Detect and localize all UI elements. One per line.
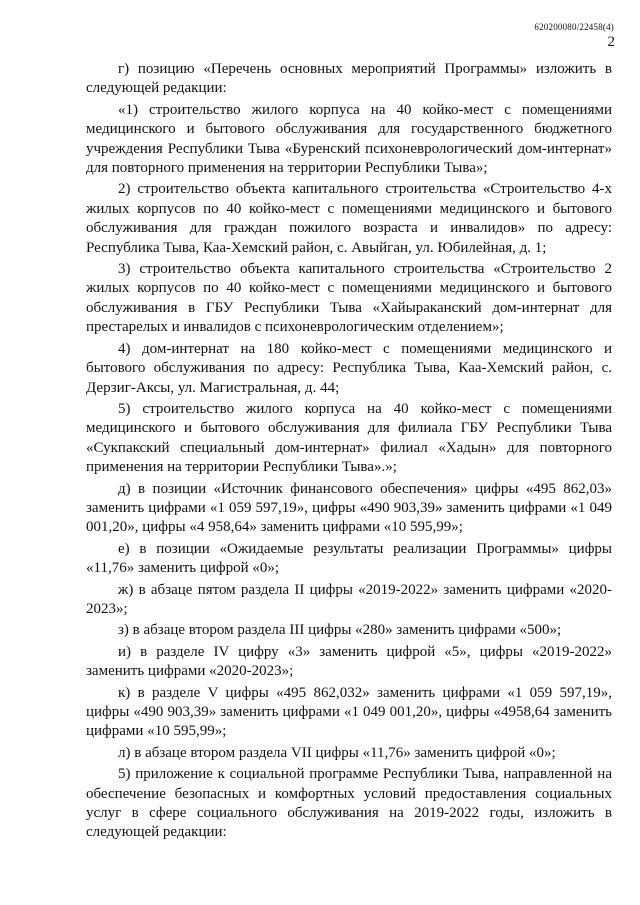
- paragraph-l: л) в абзаце втором раздела VII цифры «11,76» заменить цифрой «0»;: [118, 744, 556, 761]
- document-body: [86, 60, 612, 843]
- paragraph-item-1: «1) строительство жилого корпуса на 40 койко-мест с помещениями медицинского и бытового обслуживания для государственного бюджетного учреждения Республики Тыва «Буренский психоневрологический дом-интернат» для повторного применения на территории Республики Тыва»;: [86, 101, 612, 177]
- page-number: 2: [607, 34, 615, 50]
- document-code: 620200080/22458(4): [534, 22, 614, 32]
- paragraph-item-3: 3) строительство объекта капитального строительства «Строительство 2 жилых корпусов по 40 койко-мест с помещениями медицинского и бытового обслуживания в ГБУ Республики Тыва «Хайыраканский дом-интернат для престарелых и инвалидов с психоневрологическим отделением»;: [86, 261, 612, 336]
- paragraph-item-5: 5) строительство жилого корпуса на 40 койко-мест с помещениями медицинского и бытового обслуживания для филиала ГБУ Республики Тыва «Сукпакский специальный дом-интернат» филиал «Хадын» для повторного применения на территории Республики Тыва».»;: [86, 400, 612, 476]
- paragraph-zh: ж) в абзаце пятом раздела II цифры «2019-2022» заменить цифрами «2020-2023»;: [86, 581, 612, 617]
- paragraph-5-appendix: 5) приложение к социальной программе Республики Тыва, направленной на обеспечение безопасных и комфортных условий предоставления социальных услуг в сфере социального обслуживания на 2019-2022 годы, изложить в следующей редакции:: [86, 766, 612, 841]
- paragraph-e: е) в позиции «Ожидаемые результаты реализации Программы» цифры «11,76» заменить цифрой «0»;: [86, 540, 612, 577]
- paragraph-i: и) в разделе IV цифру «3» заменить цифрой «5», цифры «2019-2022» заменить цифрами «2020-2023»;: [86, 643, 612, 680]
- paragraph-item-4: 4) дом-интернат на 180 койко-мест с помещениями медицинского и бытового обслуживания по адресу: Республика Тыва, Каа-Хемский район, с. Дерзиг-Аксы, ул. Магистральная, д. 44;: [86, 340, 612, 396]
- paragraph-z: з) в абзаце втором раздела III цифры «280» заменить цифрами «500»;: [118, 622, 562, 639]
- paragraph-g: г) позицию «Перечень основных мероприятий Программы» изложить в следующей редакции:: [86, 61, 612, 97]
- paragraph-item-2: 2) строительство объекта капитального строительства «Строительство 4-х жилых корпусов по 40 койко-мест с помещениями медицинского и бытового обслуживания для граждан пожилого возраста и инвалидов» по адресу: Республика Тыва, Каа-Хемский район, с. Авыйган, ул. Юбилейная, д. 1;: [86, 181, 612, 256]
- paragraph-k: к) в разделе V цифры «495 862,032» заменить цифрами «1 059 597,19», цифры «490 903,39» заменить цифрами «1 049 001,20», цифры «4958,64 заменить цифрами «10 595,99»;: [86, 684, 612, 740]
- paragraph-d: д) в позиции «Источник финансового обеспечения» цифры «495 862,03» заменить цифрами «1 059 597,19», цифры «490 903,39» заменить цифрами «1 049 001,20», цифры «4 958,64» заменить цифрами «10 595,99»;: [86, 480, 612, 536]
